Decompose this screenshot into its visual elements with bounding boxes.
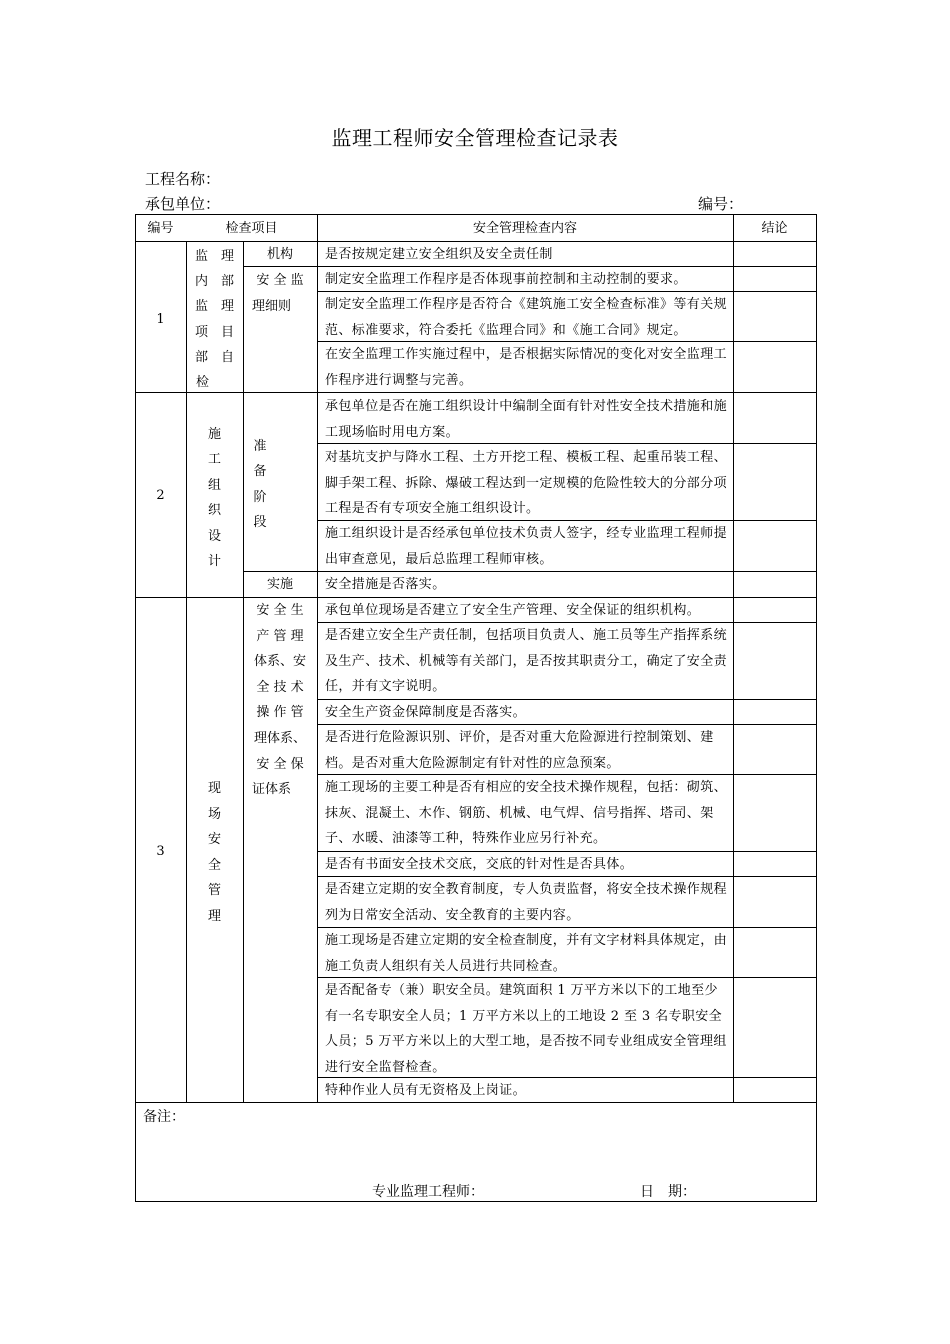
section-3-row-5: 施工现场的主要工种是否有相应的安全技术操作规程，包括：砌筑、抹灰、混凝土、木作、钢筋、机械、电气焊、信号指挥、塔司、架子、水暖、油漆等工种，特殊作业应另行补充。 — [325, 780, 728, 847]
section-1-row-2: 制定安全监理工作程序是否体现事前控制和主动控制的要求。 — [325, 272, 687, 287]
section-3-item: 现 场 安 全 管 理 — [207, 781, 221, 924]
section-1-number: 1 — [156, 312, 165, 327]
section-3-number: 3 — [156, 844, 165, 859]
serial-number-label: 编号： — [698, 195, 744, 213]
section-2-row-1: 承包单位是否在施工组织设计中编制全面有针对性安全技术措施和施工现场临时用电方案。 — [325, 399, 728, 440]
section-1-sub-organization: 机构 — [266, 247, 293, 262]
header-no: 编号 — [147, 221, 174, 236]
date-label: 日 期： — [640, 1184, 696, 1200]
section-2-sub-preparation: 准 备 阶 段 — [253, 439, 267, 531]
section-3-row-9: 是否配备专（兼）职安全员。建筑面积 1 万平方米以下的工地至少有一名专职安全人员；1 万平方米以上的工地设 2 至 3 名专职安全人员；5 万平方米以上的大型工地，是否按不同专业组成安全管理组进行安全监督检查。 — [325, 983, 727, 1076]
section-3-row-6: 是否有书面安全技术交底，交底的针对性是否具体。 — [325, 857, 634, 872]
section-2-row-2: 对基坑支护与降水工程、土方开挖工程、模板工程、起重吊装工程、脚手架工程、拆除、爆破工程达到一定规模的危险性较大的分部分项工程是否有专项安全施工组织设计。 — [325, 450, 728, 517]
section-3-row-1: 承包单位现场是否建立了安全生产管理、安全保证的组织机构。 — [325, 603, 701, 618]
remarks-label: 备注： — [143, 1109, 185, 1125]
section-1-item: 监 理 内 部 监 理 项 目 部 自 检 — [194, 249, 234, 391]
section-3-row-4: 是否进行危险源识别、评价，是否对重大危险源进行控制策划、建档。是否对重大危险源制定有针对性的应急预案。 — [325, 730, 714, 771]
section-3-row-10: 特种作业人员有无资格及上岗证。 — [325, 1083, 527, 1098]
engineer-signature-label: 专业监理工程师： — [372, 1184, 484, 1200]
section-1-row-3: 制定安全监理工作程序是否符合《建筑施工安全检查标准》等有关规范、标准要求，符合委托《监理合同》和《施工合同》规定。 — [325, 297, 728, 338]
header-content: 安全管理检查内容 — [472, 221, 577, 236]
section-3-row-7: 是否建立定期的安全教育制度，专人负责监督，将安全技术操作规程列为日常安全活动、安全教育的主要内容。 — [325, 882, 728, 923]
section-1-row-4: 在安全监理工作实施过程中，是否根据实际情况的变化对安全监理工作程序进行调整与完善。 — [325, 347, 728, 388]
section-2-sub-implementation: 实施 — [266, 577, 293, 592]
section-2-number: 2 — [156, 488, 165, 503]
header-item: 检查项目 — [225, 221, 278, 236]
section-2-item: 施 工 组 织 设 计 — [207, 427, 221, 570]
section-3-row-3: 安全生产资金保障制度是否落实。 — [325, 705, 527, 720]
section-3-sub-systems: 安 全 生 产 管 理 体系、安 全 技 术 操 作 管 理体系、 安 全 保 证体系 — [252, 603, 306, 798]
section-2-row-3: 施工组织设计是否经承包单位技术负责人签字，经专业监理工程师提出审查意见，最后总监理工程师审核。 — [325, 526, 728, 567]
section-3-row-2: 是否建立安全生产责任制，包括项目负责人、施工员等生产指挥系统及生产、技术、机械等有关部门，是否按其职责分工，确定了安全责任，并有文字说明。 — [325, 628, 728, 695]
section-3-row-8: 施工现场是否建立定期的安全检查制度，并有文字材料具体规定，由施工负责人组织有关人员进行共同检查。 — [325, 933, 728, 974]
page-title: 监理工程师安全管理检查记录表 — [331, 126, 619, 150]
project-name-label: 工程名称： — [145, 170, 221, 188]
section-2-row-4: 安全措施是否落实。 — [325, 577, 446, 592]
section-1-sub-rules: 安 全 监 理细则 — [252, 273, 304, 314]
contractor-label: 承包单位： — [145, 195, 221, 213]
header-conclusion: 结论 — [761, 221, 788, 236]
section-1-row-1: 是否按规定建立安全组织及安全责任制 — [325, 247, 553, 262]
